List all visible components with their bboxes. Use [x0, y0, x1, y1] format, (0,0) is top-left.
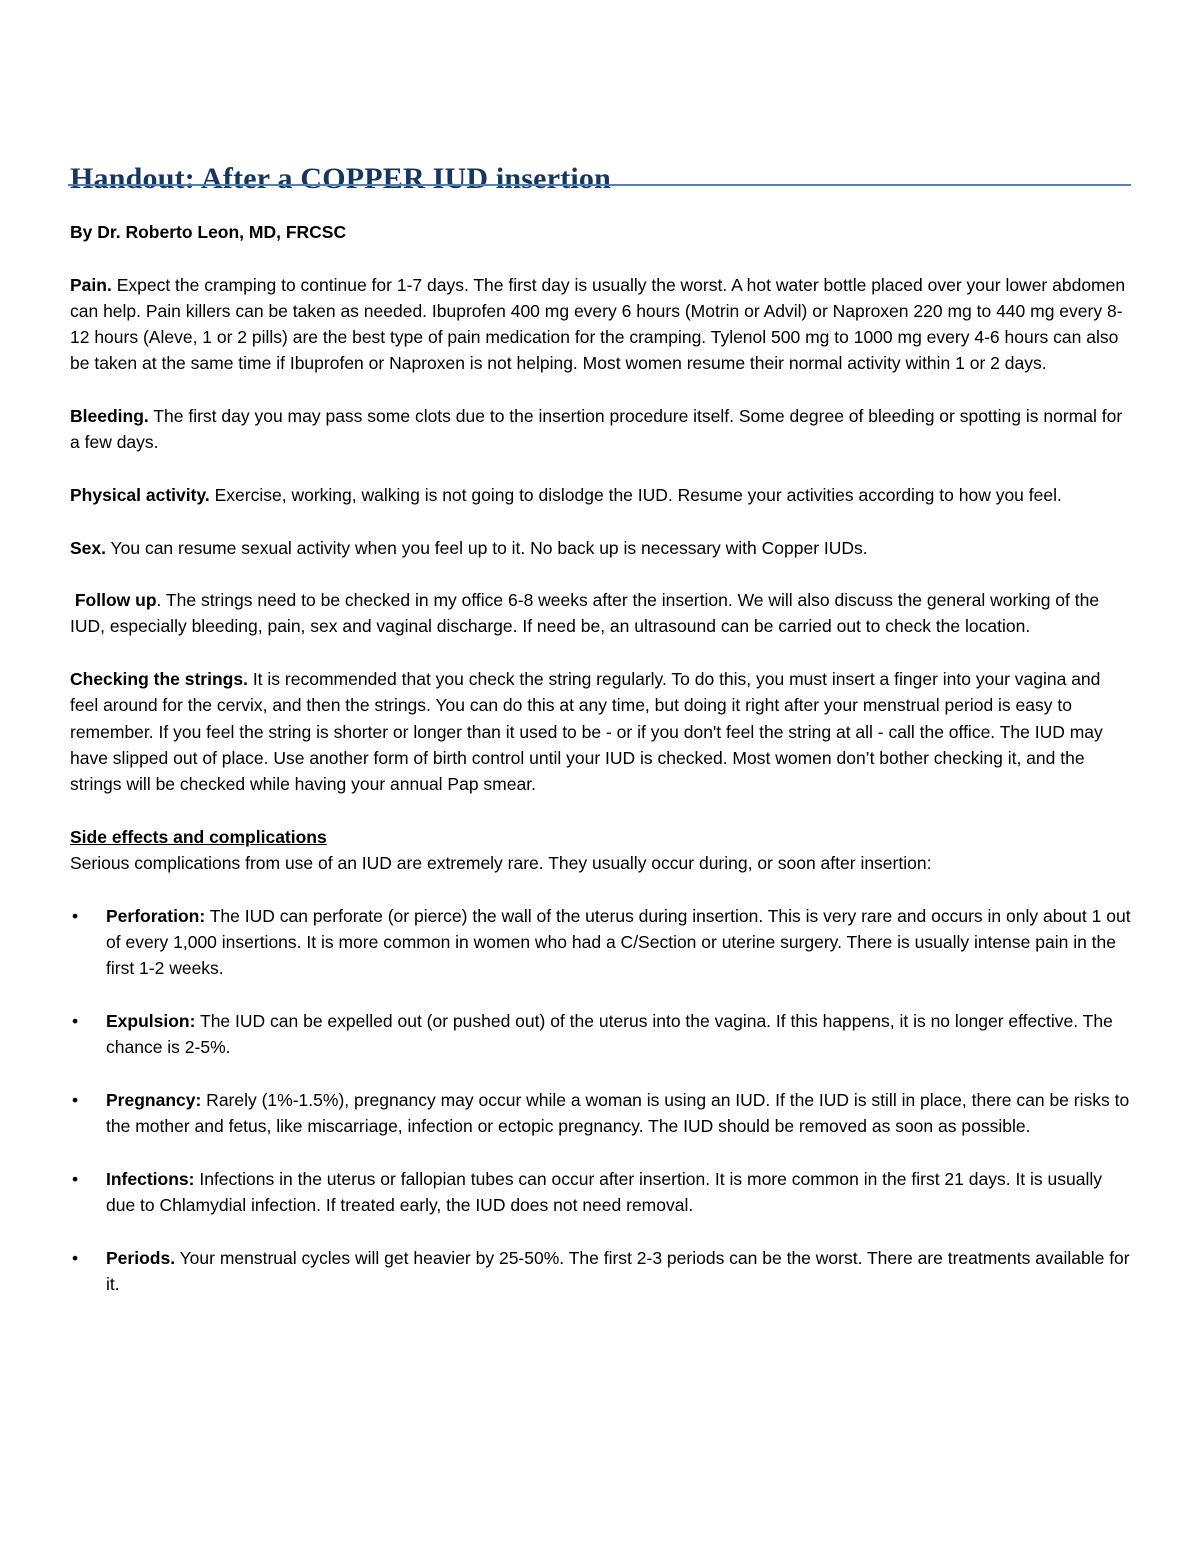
bullet-icon: • — [72, 1010, 79, 1031]
list-item-pregnancy — [70, 1087, 1132, 1140]
paragraph-sex — [70, 535, 1132, 561]
document-body — [70, 219, 1132, 1323]
paragraph-checking-strings — [70, 666, 1132, 797]
paragraph-label: Pain. — [70, 274, 112, 295]
list-item-text: Your menstrual cycles will get heavier by 25-50%. The first 2-3 periods can be the worst. There are treatments available for it. — [106, 1247, 1130, 1294]
page-title: Handout: After a COPPER IUD insertion — [70, 162, 612, 196]
paragraph-text: You can resume sexual activity when you feel up to it. No back up is necessary with Copper IUDs. — [106, 537, 868, 558]
paragraph-text: . The strings need to be checked in my office 6-8 weeks after the insertion. We will also discuss the general working of the IUD, especially bleeding, pain, sex and vaginal discharge. If need be, an ultrasound can be carried out to check the location. — [70, 590, 1100, 637]
bullet-icon: • — [72, 1089, 79, 1110]
section-intro: Serious complications from use of an IUD are extremely rare. They usually occur during, or soon after insertion: — [70, 853, 932, 874]
paragraph-bleeding — [70, 403, 1132, 456]
list-item-periods — [70, 1245, 1132, 1298]
list-item-text: Infections in the uterus or fallopian tubes can occur after insertion. It is more common in the first 21 days. It is usually due to Chlamydial infection. If treated early, the IUD does not need removal. — [106, 1168, 1102, 1215]
paragraph-pain — [70, 272, 1132, 377]
author-line: By Dr. Roberto Leon, MD, FRCSC — [70, 222, 347, 242]
paragraph-label: Checking the strings. — [70, 669, 248, 690]
list-item-label: Infections: — [106, 1168, 195, 1189]
paragraph-label: Follow up — [70, 590, 157, 611]
bullet-icon: • — [72, 1168, 79, 1189]
complications-list — [70, 903, 1132, 1297]
paragraph-text: The first day you may pass some clots due to the insertion procedure itself. Some degree of bleeding or spotting is normal for a few days. — [70, 406, 1123, 453]
paragraph-text: It is recommended that you check the string regularly. To do this, you must insert a finger into your vagina and feel around for the cervix, and then the strings. You can do this at any time, but doing it right after your menstrual period is easy to remember. If you feel the string is shorter or longer than it used to be - or if you don't feel the string at all - call the office. The IUD may have slipped out of place. Use another form of birth control until your IUD is checked. Most women don’t bother checking it, and the strings will be checked while having your annual Pap smear. — [70, 669, 1103, 795]
list-item-expulsion — [70, 1008, 1132, 1061]
paragraph-text: Expect the cramping to continue for 1-7 days. The first day is usually the worst. A hot water bottle placed over your lower abdomen can help. Pain killers can be taken as needed. Ibuprofen 400 mg every 6 hours (Motrin or Advil) or Naproxen 220 mg to 440 mg every 8-12 hours (Aleve, 1 or 2 pills) are the best type of pain medication for the cramping. Tylenol 500 mg to 1000 mg every 4-6 hours can also be taken at the same time if Ibuprofen or Naproxen is not helping. Most women resume their normal activity within 1 or 2 days. — [70, 274, 1126, 374]
list-item-label: Periods. — [106, 1247, 176, 1268]
paragraph-follow-up — [70, 587, 1132, 640]
section-heading-side-effects: Side effects and complications — [70, 826, 327, 847]
list-item-perforation — [70, 903, 1132, 982]
list-item-infections — [70, 1166, 1132, 1219]
paragraph-label: Physical activity. — [70, 484, 210, 505]
bullet-icon: • — [72, 1247, 79, 1268]
title-divider — [68, 184, 1131, 186]
list-item-label: Expulsion: — [106, 1010, 196, 1031]
paragraph-label: Bleeding. — [70, 406, 149, 427]
paragraph-text: Exercise, working, walking is not going to dislodge the IUD. Resume your activities according to how you feel. — [209, 484, 1062, 505]
list-item-text: The IUD can be expelled out (or pushed out) of the uterus into the vagina. If this happens, it is no longer effective. The chance is 2-5%. — [106, 1010, 1113, 1058]
bullet-icon: • — [72, 905, 79, 926]
list-item-label: Perforation: — [106, 905, 206, 926]
list-item-text: Rarely (1%-1.5%), pregnancy may occur while a woman is using an IUD. If the IUD is still in place, there can be risks to the mother and fetus, like miscarriage, infection or ectopic pregnancy. The IUD should be removed as soon as possible. — [106, 1089, 1130, 1137]
list-item-text: The IUD can perforate (or pierce) the wall of the uterus during insertion. This is very rare and occurs in only about 1 out of every 1,000 insertions. It is more common in women who had a C/Section or uterine surgery. There is usually intense pain in the first 1-2 weeks. — [106, 905, 1131, 979]
paragraph-physical-activity — [70, 482, 1132, 508]
paragraph-label: Sex. — [70, 537, 106, 558]
list-item-label: Pregnancy: — [106, 1089, 202, 1110]
